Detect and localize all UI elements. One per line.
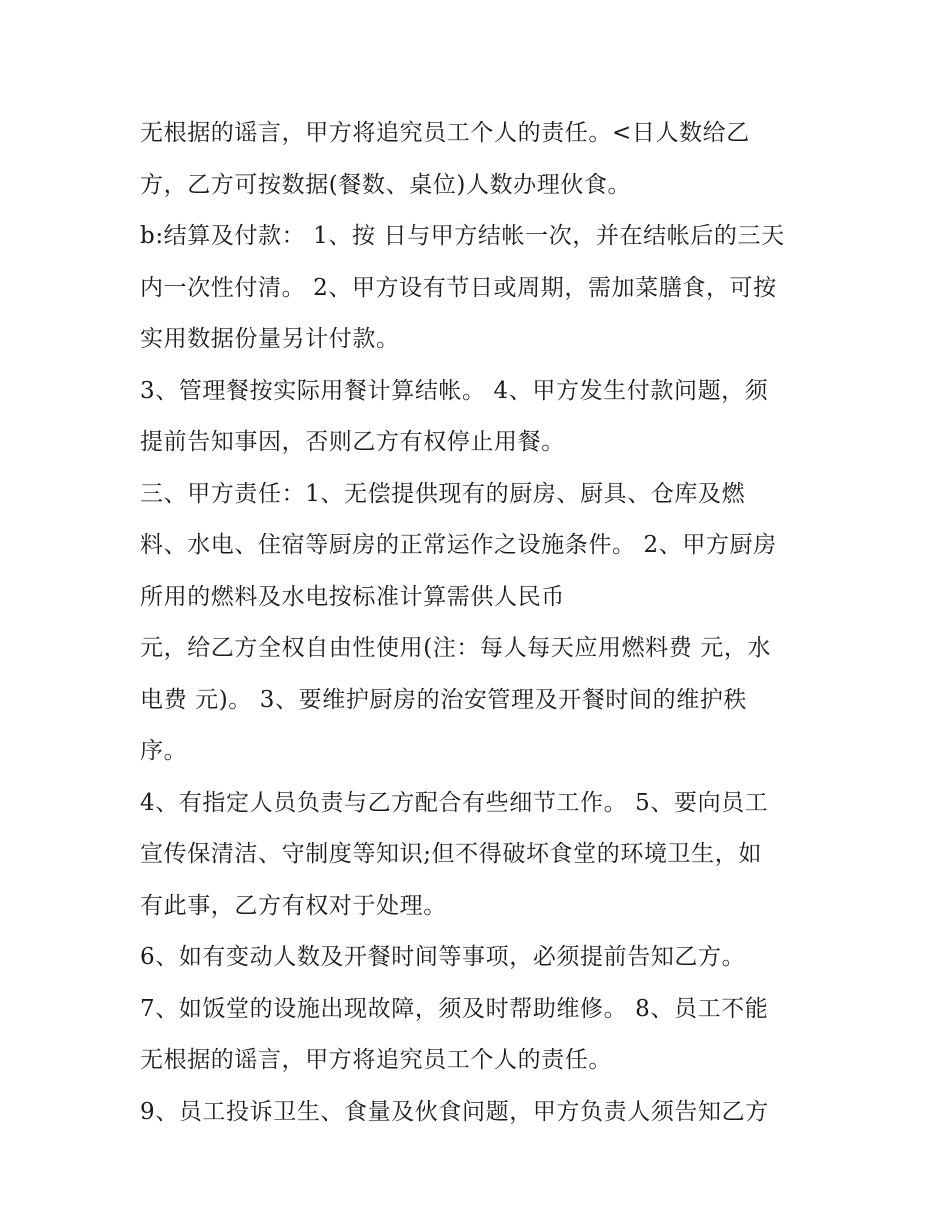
text-line: 无根据的谣言，甲方将追究员工个人的责任。 (140, 1047, 612, 1073)
text-line: 7、如饭堂的设施出现故障，须及时帮助维修。 8、员工不能 (140, 995, 769, 1022)
text-line: 有此事，乙方有权对于处理。 (140, 892, 447, 919)
text-line: 料、水电、住宿等厨房的正常运作之设施条件。 2、甲方厨房 (140, 532, 777, 558)
text-line: b:结算及付款： 1、按 日与甲方结帐一次，并在结帐后的三天 (140, 223, 785, 249)
text-line: 序。 (140, 738, 188, 764)
text-line: 内一次性付清。 2、甲方设有节日或周期，需加菜膳食，可按 (140, 274, 777, 301)
text-line: 所用的燃料及水电按标准计算需供人民币 (140, 583, 565, 610)
text-line: 实用数据份量另计付款。 (140, 326, 400, 352)
text-line: 宣传保清洁、守制度等知识;但不得破坏食堂的环境卫生，如 (140, 841, 762, 867)
document-body (140, 108, 820, 1138)
text-line: 三、甲方责任：1、无偿提供现有的厨房、厨具、仓库及燃 (140, 480, 746, 507)
text-line: 4、有指定人员负责与乙方配合有些细节工作。 5、要向员工 (140, 789, 769, 816)
text-line: 提前告知事因，否则乙方有权停止用餐。 (140, 429, 565, 455)
text-line: 电费 元)。 3、要维护厨房的治安管理及开餐时间的维护秩 (140, 686, 748, 713)
text-line: 3、管理餐按实际用餐计算结帐。 4、甲方发生付款问题，须 (140, 377, 769, 404)
text-line: 9、员工投诉卫生、食量及伙食问题，甲方负责人须告知乙方 (140, 1098, 769, 1125)
text-line: 6、如有变动人数及开餐时间等事项，必须提前告知乙方。 (140, 944, 746, 970)
text-line: 方，乙方可按数据(餐数、桌位)人数办理伙食。 (140, 171, 632, 198)
text-line: 无根据的谣言，甲方将追究员工个人的责任。<日人数给乙 (140, 120, 750, 146)
text-line: 元，给乙方全权自由性使用(注：每人每天应用燃料费 元，水 (140, 635, 772, 661)
